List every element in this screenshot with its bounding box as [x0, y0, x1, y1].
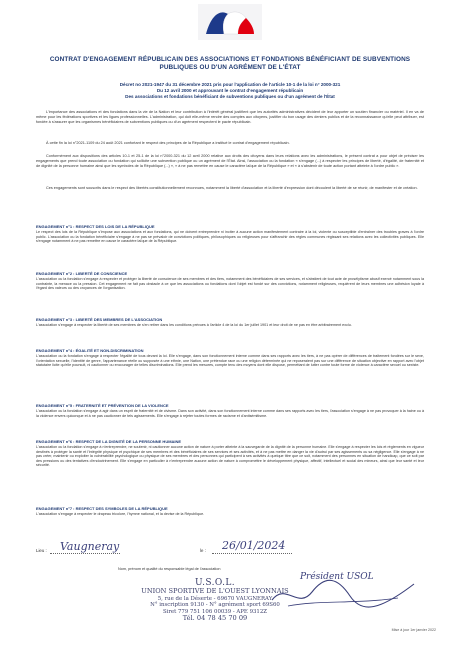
date-label: le : — [200, 548, 206, 553]
engagement-7-text: L'association s'engage à respecter le drapeau tricolore, l'hymne national, et la devise de la République. — [36, 512, 205, 516]
association-stamp — [110, 578, 320, 638]
engagement-1-text: Le respect des lois de la République s'impose aux associations et aux fondations, qui ne doivent entreprendre ni inciter à aucune action manifestement contraire à la loi, violente ou susceptible d'entraîner des troubles graves à l'ordre public. L'association ou la fondation bénéficiaire s'engage à ne pas se prévaloir de convictions politiques, philosophiques ou religieuses pour s'affranchir des règles communes régissant ses relations avec les collectivités publiques. Elle s'engage notamment à ne pas remettre en cause le caractère laïque de la République. — [36, 230, 424, 244]
engagement-2-text: L'association ou la fondation s'engage à respecter et protéger la liberté de conscience de ses membres et des tiers, notamment des bénéficiaires de ses services, et s'abstient de tout acte de prosélytisme abusif exercé notamment sous la contrainte, la menace ou la pression. Cet engagement ne fait pas obstacle à ce que les associations ou fondations dont l'objet est fondé sur des convictions, notamment religieuses, requièrent de leurs membres une adhésion loyale à l'égard des valeurs ou des croyances de l'organisation. — [36, 277, 424, 291]
engagement-2-title: ENGAGEMENT n°2 : LIBERTÉ DE CONSCIENCE — [36, 271, 128, 276]
intro-paragraph-2-text: À cette fin la loi n°2021-1109 du 24 août 2021 confortant le respect des principes de la République a institué le contrat d'engagement républicain. — [46, 141, 290, 145]
intro-paragraph-1-text: L'importance des associations et des fondations dans la vie de la Nation et leur contribution à l'intérêt général justifient que les autorités administratives décident de leur apporter un soutien financier ou matériel. Il en va de même pour les fédérations sportives et les ligues professionnelles. L'administration, qui doit elle-même rendre des comptes aux citoyens, justifier du bon usage des deniers publics et de la reconnaissance qu'elle peut attribuer, est fondée à s'assurer que les organismes bénéficiaires de subventions publiques ou d'un agrément respectent le pacte républicain. — [36, 110, 424, 124]
republique-francaise-logo — [198, 4, 262, 40]
document-title: CONTRAT D'ENGAGEMENT RÉPUBLICAIN DES ASSOCIATIONS ET FONDATIONS BÉNÉFICIANT DE SUBVENTIONS PUBLIQUES OU D'UN AGRÉMENT DE L'ÉTAT — [49, 56, 411, 71]
engagement-7-title: ENGAGEMENT n°7 : RESPECT DES SYMBOLES DE LA RÉPUBLIQUE — [36, 506, 168, 511]
engagement-6-text: L'association ou la fondation s'engage à n'entreprendre, ne soutenir, ni cautionner aucune action de nature à porter atteinte à la sauvegarde de la dignité de la personne humaine. Elle s'engage à respecter les lois et règlements en vigueur destinés à protéger la santé et l'intégrité physique et psychique de ses membres et des bénéficiaires de ses services et ses activités, et à ne pas mettre en danger la vie d'autrui par ses agissements ou sa négligence. Elle s'engage à ne pas créer, maintenir ou exploiter la vulnérabilité psychologique ou physique de ses membres et des personnes qui participent à ses activités à quelque titre que ce soit, notamment des personnes en situation de handicap, que ce soit par des pressions ou des tentatives d'endoctrinement. Elle s'engage en particulier à n'entreprendre aucune action de nature à compromettre le développement physique, affectif, intellectuel et social des mineurs, ainsi que leur santé et leur sécurité. — [36, 445, 424, 468]
intro-paragraph-4-text: Ces engagements sont souscrits dans le respect des libertés constitutionnellement reconnues, notamment la liberté d'association et la liberté d'expression dont découlent la liberté de se réunir, de manifester et de création. — [46, 186, 418, 190]
intro-paragraph-1 — [36, 110, 424, 125]
decree-line-1: Décret no 2021-1947 du 31 décembre 2021 pris pour l'application de l'article 10-1 de la loi n° 2000-321 — [119, 82, 341, 87]
intro-paragraph-3-text: Conformément aux dispositions des articles 10-1 et 25-1 de la loi n°2000-321 du 12 avril 2000 relative aux droits des citoyens dans leurs relations avec les administrations, le présent contrat a pour objet de préciser les engagements que prend toute association ou fondation qui sollicite une subvention publique ou un agrément de l'État. Ainsi, l'association ou la fondation « s'engage (...) à respecter les principes de liberté, d'égalité, de fraternité et de dignité de la personne humaine ainsi que les symboles de la République (...) », « à ne pas remettre en cause le caractère laïque de la République » et « à s'abstenir de toute action portant atteinte à l'ordre public ». — [36, 154, 424, 168]
place-line — [50, 553, 120, 554]
date-line — [212, 553, 292, 554]
place-handwritten: Vaugneray — [60, 540, 120, 553]
president-handwritten: Président USOL — [300, 572, 374, 582]
stamp-line-4: N° inscription 9130 - N° agrément sport 69S60 — [150, 602, 280, 609]
engagement-1-title: ENGAGEMENT n°1 : RESPECT DES LOIS DE LA RÉPUBLIQUE — [36, 224, 155, 229]
stamp-line-5: Siret 779 751 106 00039 - APE 9312Z — [162, 608, 268, 615]
engagement-4-title: ENGAGEMENT n°4 : ÉGALITÉ ET NON-DISCRIMINATION — [36, 348, 144, 353]
intro-paragraph-3 — [36, 154, 424, 169]
engagement-5-text: L'association ou la fondation s'engage à agir dans un esprit de fraternité et de civisme. Dans son activité, dans son fonctionnement interne comme dans ses rapports avec les tiers, l'association s'engage à ne pas provoquer à la haine ou à la violence envers quiconque et à ne pas cautionner de tels agissements. Elle s'engage à rejeter toutes formes de racisme et d'antisémitisme. — [36, 409, 424, 418]
decree-line-3: Des associations et fondations bénéficiant de subventions publiques ou d'un agrément de l'État — [125, 94, 335, 99]
legal-representative-label: Nom, prénom et qualité du responsable légal de l'association — [118, 567, 221, 571]
engagement-4-text: L'association ou la fondation s'engage à respecter l'égalité de tous devant la loi. Elle s'engage, dans son fonctionnement interne comme dans ses rapports avec les tiers, à ne pas opérer de différences de traitement fondées sur le sexe, l'orientation sexuelle, l'identité de genre, l'appartenance réelle ou supposée à une ethnie, une Nation, une prétendue race ou une religion déterminée qui ne reposeraient pas sur une différence de situation objective en rapport avec l'objet statutaire licite qu'elle poursuit, ni cautionner ou encourager de telles discriminations. Elle prend les mesures, compte tenu des moyens dont elle dispose, permettant de lutter contre toute forme de violence à caractère sexuel ou sexiste. — [36, 354, 424, 368]
stamp-line-1: U.S.O.L. — [194, 578, 236, 588]
stamp-line-3: 5, rue de la Déserte - 69670 VAUGNERAY — [157, 595, 273, 602]
decree-line-2: Du 12 avril 2000 et approuvant le contrat d'engagement républicain — [156, 88, 304, 93]
decree-reference — [40, 82, 420, 100]
place-label: Lieu : — [36, 548, 47, 553]
update-note: Mise à jour 1er janvier 2022 — [391, 628, 436, 632]
stamp-line-2: UNION SPORTIVE DE L'OUEST LYONNAIS — [141, 587, 289, 595]
engagement-3-text: L'association s'engage à respecter la liberté de ses membres de s'en retirer dans les conditions prévues à l'article 4 de la loi du 1er juillet 1901 et leur droit de ne pas en être arbitrairement exclu. — [36, 323, 352, 327]
engagement-6-title: ENGAGEMENT n°6 : RESPECT DE LA DIGNITÉ DE LA PERSONNE HUMAINE — [36, 439, 182, 444]
intro-paragraph-4 — [36, 186, 424, 191]
date-handwritten: 26/01/2024 — [222, 539, 286, 552]
engagement-5-title: ENGAGEMENT n°5 : FRATERNITÉ ET PRÉVENTION DE LA VIOLENCE — [36, 403, 169, 408]
stamp-line-6: Tél. 04 78 45 70 09 — [182, 614, 248, 623]
engagement-3-title: ENGAGEMENT n°3 : LIBERTÉ DES MEMBRES DE L'ASSOCIATION — [36, 317, 163, 322]
intro-paragraph-2 — [36, 141, 424, 146]
